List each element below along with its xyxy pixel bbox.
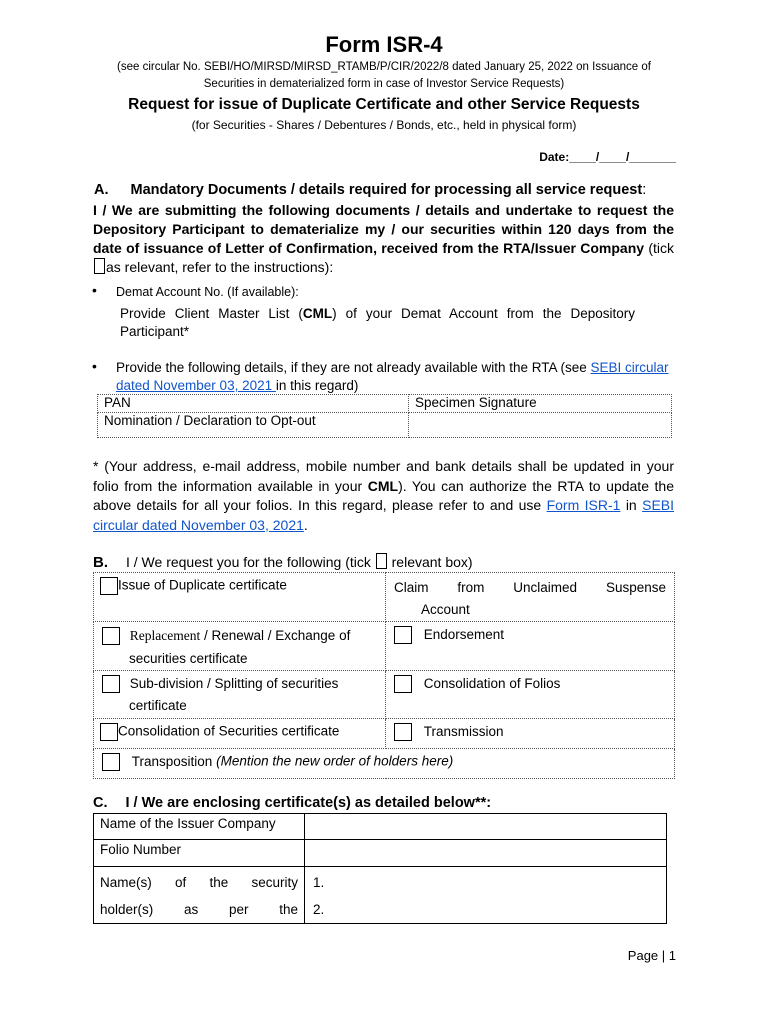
section-b-letter: B. xyxy=(93,554,108,571)
pan-cell[interactable]: PAN xyxy=(98,395,409,413)
holders-name-values[interactable] xyxy=(305,867,667,924)
cml-instruction: Provide Client Master List (CML) of your Demat Account from the Depository Participant* xyxy=(120,306,635,339)
endorsement-checkbox[interactable] xyxy=(394,626,412,644)
details-instruction: Provide the following details, if they are not already available with the RTA (see SEBI circular dated November 03, 2021 in this regard) xyxy=(116,360,669,393)
nomination-value-cell[interactable] xyxy=(409,413,672,438)
section-a-title: Mandatory Documents / details required for processing all service request xyxy=(130,182,643,198)
consolidation-folios-checkbox[interactable] xyxy=(394,675,412,693)
sebi-circular-link-2[interactable]: SEBI circular dated November 03, 2021 xyxy=(93,497,675,533)
demat-account-label: Demat Account No. (If available): xyxy=(116,285,299,299)
folio-number-value[interactable] xyxy=(305,840,667,867)
circular-reference-line1: (see circular No. SEBI/HO/MIRSD/MIRSD_RTAMB/P/CIR/2022/8 dated January 25, 2022 on Issuance of xyxy=(117,61,651,73)
details-table xyxy=(97,394,672,438)
date-field[interactable]: Date:____/____/_______ xyxy=(539,150,676,164)
transmission-label: Transmission xyxy=(423,723,504,739)
section-c-letter: C. xyxy=(93,795,108,811)
consolidation-cert-checkbox[interactable] xyxy=(100,723,118,741)
certificate-details-table xyxy=(93,813,667,924)
holder-1[interactable]: 1. xyxy=(313,875,325,890)
bullet-icon: • xyxy=(92,358,97,374)
duplicate-label: Issue of Duplicate certificate xyxy=(118,577,287,593)
folio-number-label: Folio Number xyxy=(94,840,305,867)
claim-label: Claim from Unclaimed Suspense xyxy=(394,580,666,595)
holder-2[interactable]: 2. xyxy=(313,902,325,917)
replacement-checkbox[interactable] xyxy=(102,627,120,645)
sebi-circular-link[interactable]: SEBI circular dated November 03, 2021 xyxy=(116,360,669,393)
section-c-heading: C. I / We are enclosing certificate(s) as detailed below**: xyxy=(93,795,492,811)
section-b-heading: B. I / We request you for the following (tick relevant box) xyxy=(93,554,473,571)
form-title: Form ISR-4 xyxy=(325,32,443,57)
securities-note: (for Securities - Shares / Debentures / Bonds, etc., held in physical form) xyxy=(191,118,577,132)
transmission-checkbox[interactable] xyxy=(394,723,412,741)
service-request-table: Issue of Duplicate certificate Claim from Unclaimed Suspense Account Replacement / Renewal / Exchange of securities certificate Endorsement Sub-division / Splitting of securities certificate Consolidation of Folios Consolidation of Securities certificate Transmission Transposition (Mention the new order of holders here) xyxy=(93,572,675,779)
subdivision-checkbox[interactable] xyxy=(102,675,120,693)
issuer-company-label: Name of the Issuer Company xyxy=(94,814,305,840)
tick-symbol-icon xyxy=(94,258,105,274)
circular-reference-line2: Securities in dematerialized form in case of Investor Service Requests) xyxy=(203,78,565,90)
form-isr1-link[interactable]: Form ISR-1 xyxy=(546,497,621,513)
section-a-letter: A. xyxy=(94,182,109,198)
transposition-checkbox[interactable] xyxy=(102,753,120,771)
intro-undertaking: I / We are submitting the following documents / details and undertake to request the Depository Participant to dematerialize my / our securities within 120 days from the date of issuance of Letter of Confirmation, received from the RTA/Issuer Company xyxy=(93,202,674,256)
footnote-paragraph: * (Your address, e-mail address, mobile number and bank details shall be updated in your folio from the information available in your CML). You can authorize the RTA to update the above details for all your folios. In this regard, please refer to and use Form ISR-1 in SEBI circular dated November 03, 2021. xyxy=(93,458,675,533)
tick-symbol-icon xyxy=(376,553,387,569)
subdivision-label: Sub-division / Splitting of securities xyxy=(129,676,339,691)
section-a-intro: I / We are submitting the following documents / details and undertake to request the Depository Participant to dematerialize my / our securities within 120 days from the date of issuance of Letter of Confirmation, received from the RTA/Issuer Company (tick as relevant, refer to the instructions): xyxy=(93,202,674,275)
transposition-note: (Mention the new order of holders here) xyxy=(216,753,454,769)
issuer-company-value[interactable] xyxy=(305,814,667,840)
bullet-icon: • xyxy=(92,282,97,298)
endorsement-label: Endorsement xyxy=(423,626,505,642)
replacement-label: Replacement xyxy=(129,628,201,643)
form-subtitle: Request for issue of Duplicate Certificate and other Service Requests xyxy=(128,96,640,113)
section-a-heading: A. Mandatory Documents / details required for processing all service request: xyxy=(94,182,647,198)
nomination-cell[interactable]: Nomination / Declaration to Opt-out xyxy=(98,413,409,438)
specimen-signature-cell[interactable]: Specimen Signature xyxy=(409,395,672,413)
holders-name-label: Name(s) of the security holder(s) as per the xyxy=(94,867,305,924)
transposition-label: Transposition xyxy=(131,753,213,769)
consolidation-cert-label: Consolidation of Securities certificate xyxy=(118,723,340,739)
duplicate-checkbox[interactable] xyxy=(100,577,118,595)
consolidation-folios-label: Consolidation of Folios xyxy=(423,675,561,691)
page-number: Page | 1 xyxy=(627,948,676,963)
